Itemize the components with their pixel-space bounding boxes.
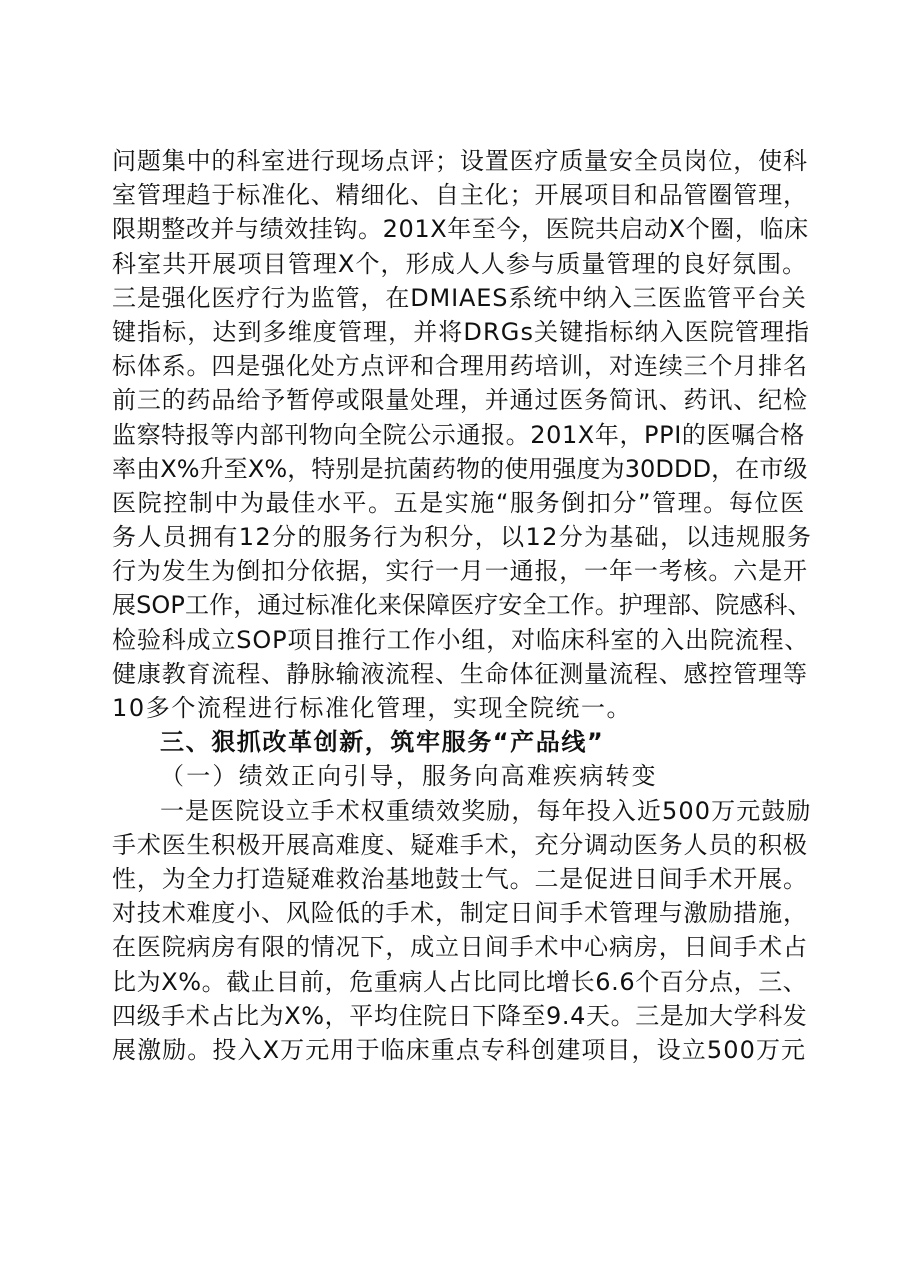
text-line: 务人员拥有12分的服务行为积分，以12分为基础，以违规服务 — [112, 523, 813, 552]
text-line: 在医院病房有限的情况下，成立日间手术中心病房，日间手术占 — [112, 933, 808, 962]
text-line: 10多个流程进行标准化管理，实现全院统一。 — [112, 694, 633, 722]
text-line: 前三的药品给予暂停或限量处理，并通过医务简讯、药讯、纪检 — [112, 386, 808, 415]
text-line: 健康教育流程、静脉输液流程、生命体征测量流程、感控管理等 — [112, 659, 808, 688]
text-line: 室管理趋于标准化、精细化、自主化；开展项目和品管圈管理， — [112, 181, 808, 210]
text-line: 性，为全力打造疑难救治基地鼓士气。二是促进日间手术开展。 — [112, 864, 808, 893]
text-line: 行为发生为倒扣分依据，实行一月一通报，一年一考核。六是开 — [112, 557, 808, 586]
text-line: 键指标，达到多维度管理，并将DRGs关键指标纳入医院管理指 — [112, 317, 811, 346]
text-line: 限期整改并与绩效挂钩。201X年至今，医院共启动X个圈，临床 — [112, 215, 809, 244]
document-body — [112, 144, 812, 1067]
text-line: 四级手术占比为X%，平均住院日下降至9.4天。三是加大学科发 — [112, 1001, 808, 1030]
subsection-heading: （一）绩效正向引导，服务向高难疾病转变 — [160, 762, 658, 791]
text-line: 标体系。四是强化处方点评和合理用药培训，对连续三个月排名 — [112, 352, 808, 381]
text-line: 率由X%升至X%，特别是抗菌药物的使用强度为30DDD，在市级 — [112, 454, 808, 483]
text-line: 科室共开展项目管理X个，形成人人参与质量管理的良好氛围。 — [112, 249, 808, 278]
text-line: 问题集中的科室进行现场点评；设置医疗质量安全员岗位，使科 — [112, 147, 808, 175]
text-line: 对技术难度小、风险低的手术，制定日间手术管理与激励措施， — [112, 899, 808, 928]
text-line: 检验科成立SOP项目推行工作小组，对临床科室的入出院流程、 — [112, 625, 810, 654]
text-line: 比为X%。截止目前，危重病人占比同比增长6.6个百分点，三、 — [112, 967, 808, 996]
paragraph-first-line: 一是医院设立手术权重绩效奖励，每年投入近500万元鼓励 — [160, 796, 812, 825]
text-line: 展激励。投入X万元用于临床重点专科创建项目，设立500万元 — [112, 1035, 807, 1064]
text-line: 展SOP工作，通过标准化来保障医疗安全工作。护理部、院感科、 — [112, 591, 812, 620]
text-line: 手术医生积极开展高难度、疑难手术，充分调动医务人员的积极 — [112, 830, 808, 859]
section-heading: 三、狠抓改革创新，筑牢服务“产品线” — [160, 728, 605, 757]
text-line: 三是强化医疗行为监管，在DMIAES系统中纳入三医监管平台关 — [112, 283, 807, 312]
text-line: 监察特报等内部刊物向全院公示通报。201X年，PPI的医嘱合格 — [112, 420, 805, 449]
text-line: 医院控制中为最佳水平。五是实施“服务倒扣分”管理。每位医 — [112, 488, 806, 517]
